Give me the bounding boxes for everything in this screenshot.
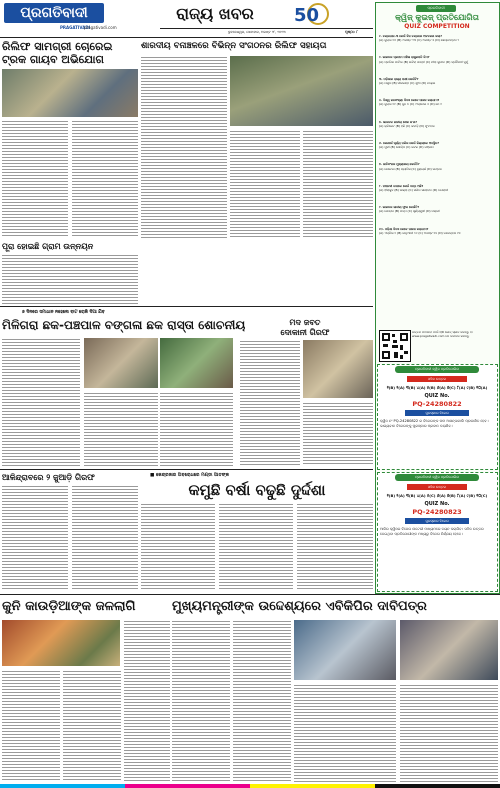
- quiz-q4: ୪. ବିଶ୍ୱ ଜନସଂଖ୍ୟା ଦିବସ କେବେ ପାଳନ କରାଯାଏ?: [379, 98, 440, 103]
- coupon-2-answers: ୧(B) ୨(A) ୩(B) ୪(A) ୫(C) ୬(A) ୭(B) ୮(A) ୯(B) ୧୦(C): [386, 493, 488, 498]
- quiz-q6: ୬. କୋଣାର୍କ ସୂର୍ଯ୍ୟ ମନ୍ଦିର କେଉଁ ଜିଲ୍ଲାରେ ଅବସ୍ଥିତ?: [379, 141, 440, 146]
- page-number: ପୃଷ୍ଠା: ୮: [345, 30, 359, 34]
- story1-headline-1: ରିଲିଫ ସାମଗ୍ରୀ ଚୋରେଇ: [2, 40, 113, 53]
- coupon-1-quizno: PQ-24280822: [412, 400, 462, 408]
- coupon-2-winner-text: ଆଜିର କ୍ୱିଜର ବିଜେତା ଲଟେରୀ ମାଧ୍ୟମରେ ଚୟନ କରାଯିବ। ସଠିକ ଉତ୍ତର ଦେଇଥିବା ପ୍ରତିଯୋଗୀଙ୍କ ମଧ୍ୟରୁ ବିଜେତା ନିର୍ଣ୍ଣୟ ହେବେ।: [380, 527, 484, 536]
- story9-photo-2: [400, 620, 498, 680]
- anniversary-emblem: [288, 2, 336, 26]
- coupon-1-winner-label: ପୁରସ୍କାର ବିଜେତା: [405, 410, 469, 416]
- story9-text-col2: [233, 620, 291, 782]
- story4-photo-2: [160, 338, 233, 388]
- quiz-q7: ୭. ଜାତିସଂଘର ମୁଖ୍ୟାଳୟ କେଉଁଠି?: [379, 162, 420, 167]
- story8-photo: [2, 620, 120, 666]
- coupon-1-tag: ପ୍ରଗତିବାଦୀ କ୍ୱିଜ ପ୍ରତିଯୋଗିତା: [395, 366, 479, 373]
- story2-text-col2: [230, 130, 300, 238]
- coupon-2-tag: ପ୍ରଗତିବାଦୀ କ୍ୱିଜ ପ୍ରତିଯୋଗିତା: [395, 474, 479, 481]
- divider-3: [0, 594, 500, 595]
- quiz-q5-options: (A) କ୍ରିକେଟ (B) ହକି (C) କବାଡ଼ି (D) ଫୁଟବଲ: [379, 123, 435, 128]
- coupon-1-answers: ୧(B) ୨(A) ୩(B) ୪(A) ୫(B) ୬(A) ୭(C) ୮(A) ୯(B) ୧୦(A): [386, 385, 488, 390]
- coupon-2-answer-label: ସଠିକ ଉତ୍ତର: [407, 484, 467, 490]
- masthead-logo: ପ୍ରଗତିବାଦୀ: [4, 3, 104, 23]
- quiz-q1-options: (A) ଜୁଲାଇ ୧୪ (B) ଅଗଷ୍ଟ ୨୩ (C) ଅଗଷ୍ଟ ୫ (D) ସେପ୍ଟେମ୍ବର ୨: [379, 38, 460, 43]
- anniversary-50-emblem: [288, 2, 336, 26]
- registration-bar: [0, 784, 500, 788]
- story2-text-col3: [303, 130, 373, 238]
- story5-headline-2: ଦୋକାନୀ ଗିରଫ: [280, 328, 330, 337]
- story1-photo: [2, 69, 138, 117]
- story5-text-col2: [303, 402, 373, 466]
- story2-headline: ଶାରଦୀୟ ବନାଞ୍ଚଳରେ ବିଭିନ୍ନ ସଂଗଠନର ରିଲିଫ ସହାୟତା: [141, 41, 327, 51]
- story6-text-col1: [2, 485, 68, 591]
- coupon-2-quizno-label: QUIZ No.: [424, 501, 450, 507]
- coupon-2-winner-label: ପୁରସ୍କାର ବିଜେତା: [405, 518, 469, 524]
- story7-kicker: ■ କେନ୍ଦ୍ରଜାର ଅବରୋଧରେ ମଣ୍ଡା ଆତଙ୍କ: [150, 473, 229, 478]
- top-rule: [0, 37, 373, 38]
- quiz-q1: ୧. ଚନ୍ଦ୍ରଯାନ-୩ କେଉଁ ଦିନ ଚନ୍ଦ୍ରରେ ଅବତରଣ କଲା?: [379, 34, 442, 38]
- story7-text-col3: [297, 503, 373, 591]
- story8-text-col3: [124, 620, 170, 782]
- coupon-1-winner-text: କ୍ୱିଜ ନଂ PQ-24280822 ର ବିଜେତାଙ୍କ ନାମ ଆସନ୍ତାକାଲି ପ୍ରକାଶିତ ହେବ। ଭାଗ୍ୟବାନ ବିଜେତାଙ୍କୁ ପୁରସ୍କାର ପ୍ରଦାନ କରାଯିବ।: [380, 419, 489, 428]
- masthead-rule: [160, 28, 373, 29]
- story3-text: [2, 254, 138, 304]
- story5-text: [240, 340, 300, 466]
- quiz-q8-options: (A) ହୀରାକୁଦ (B) ଭାକ୍ରା (C) ସର୍ଦ୍ଦାର ସରୋବର (D) ତେହେରୀ: [379, 188, 449, 193]
- qr-code-graphic: [380, 331, 410, 361]
- story4-kicker: ୭ ଦିନରେ ସମାଧାନ ନହେଲେ ବାଟ ରୋକି ଦିଆ ଯିବ: [22, 310, 105, 315]
- story9-photo-1: [294, 620, 396, 680]
- story2-text-col1: [141, 56, 227, 238]
- quiz-q3: ୩. ଓଡ଼ିଶାର ରାଜ୍ୟ ପକ୍ଷୀ କେଉଁଟି?: [379, 76, 419, 81]
- quiz-header-badge: ପ୍ରଗତିବାଦୀ: [416, 5, 456, 12]
- divider-1: [0, 306, 373, 307]
- story7-text-col1: [141, 503, 215, 591]
- story1-headline-2: ଟ୍ରକ ଗାୟବ ଅଭିଯୋଗ: [2, 53, 104, 66]
- quiz-title-en: QUIZ COMPETITION: [404, 23, 470, 30]
- logo-subtitle: PRAGATIVADI: [60, 25, 91, 30]
- coupon-1-quizno-label: QUIZ No.: [424, 393, 450, 399]
- story5-headline-1: ମଦ ଜବତ: [289, 318, 321, 327]
- coupon-2-quizno: PQ-24280823: [412, 508, 462, 516]
- quiz-q10-options: (A) ଏପ୍ରିଲ ୧ (B) ଜାନୁଆରୀ ୨୬ (C) ଅଗଷ୍ଟ ୧୫ (D) ନଭେମ୍ବର ୧୪: [379, 230, 461, 235]
- story1-text: [2, 120, 68, 238]
- story2-photo: [230, 56, 373, 126]
- quiz-contact-text: ଉତ୍ତର ପଠାଇବା ପାଇଁ QR କୋଡ୍ ସ୍କାନ କରନ୍ତୁ ବା www.pragativadi.com ରେ ଲଗଇନ କରନ୍ତୁ: [412, 330, 473, 339]
- story4-text-col3: [160, 392, 233, 466]
- story1-text-col2: [72, 120, 138, 238]
- story8-headline: କୁନି କାଉଡ଼ିଆଙ୍କ ଜଳଲାଗି: [2, 599, 136, 614]
- story9-text-col3: [294, 684, 396, 782]
- story8-text-col1: [2, 670, 60, 782]
- story5-photo: [303, 340, 373, 398]
- qr-code-icon[interactable]: [379, 330, 411, 362]
- quiz-q8: ୮. ମହାନଦୀ ଉପରେ କେଉଁ ବନ୍ଧ ଅଛି?: [379, 183, 424, 188]
- website-label: pragativadi.com: [84, 25, 117, 30]
- quiz-q2: ୨. ଭାରତର ପ୍ରଥମ ମହିଳା ରାଷ୍ଟ୍ରପତି କିଏ?: [379, 55, 430, 60]
- story7-text-col2: [219, 503, 293, 591]
- quiz-questions: [379, 34, 495, 324]
- quiz-title-odia: କ୍ୱିଜ୍ କୁଇଜ୍ ପ୍ରତିଯୋଗିତା: [395, 13, 479, 22]
- quiz-q9: ୯. ଭାରତର ଜାତୀୟ ଫୁଲ କେଉଁଟି?: [379, 205, 420, 210]
- story9-text-col1: [172, 620, 230, 782]
- coupon-1-answer-label: ସଠିକ ଉତ୍ତର: [407, 376, 467, 382]
- story6-text-col2: [72, 485, 138, 591]
- story4-headline: ମିଳିଗରା ଛକ-ପଞ୍ଚପାଳ ବଙ୍ଗଳା ଛକ ରାସ୍ତା ଶୋଚନୀୟ: [2, 318, 246, 332]
- quiz-q6-options: (A) ପୁରୀ (B) ଖୋର୍ଦ୍ଧା (C) କଟକ (D) ଗଞ୍ଜାମ: [379, 145, 434, 150]
- story9-text-col4: [400, 684, 498, 782]
- quiz-q2-options: (A) ପ୍ରତିଭା ପାଟିଲ (B) ଇନ୍ଦିରା ଗାନ୍ଧୀ (C) ମୀରା କୁମାର (D) ଦ୍ରୌପଦୀ ମୁର୍ମୁ: [379, 59, 469, 64]
- story7-headline: କମୁଛି ବର୍ଷା ବଢୁଛି ଦୁର୍ଦ୍ଦଶା: [188, 481, 326, 499]
- story4-text-col1: [2, 338, 80, 466]
- divider-2: [0, 469, 373, 470]
- dateline: ଭୁବନେଶ୍ୱର, ସୋମବାର, ଅଗଷ୍ଟ ୨୮, ୨୦୨୩: [228, 30, 286, 34]
- story4-text-col2: [84, 392, 158, 466]
- section-title: ରାଜ୍ୟ ଖବର: [176, 4, 254, 23]
- story4-photo-1: [84, 338, 158, 388]
- quiz-q10: ୧୦. ଓଡ଼ିଶା ଦିବସ କେବେ ପାଳନ କରାଯାଏ?: [379, 226, 429, 231]
- quiz-q5: ୫. ଭାରତର ଜାତୀୟ ଖେଳ କ'ଣ?: [379, 119, 418, 124]
- story6-headline: ଆଳିନ୍ଦ୍ରାବରେ ୨ ଜୁଆଡ଼ି ଗିରଫ: [2, 473, 95, 482]
- anniversary-number: 50: [294, 5, 320, 26]
- quiz-q7-options: (A) ଜେନେଭା (B) ପ୍ୟାରିସ (C) ନ୍ୟୁୟର୍କ (D) ଲଣ୍ଡନ: [379, 166, 442, 171]
- quiz-q3-options: (A) ମୟୂର (B) ନୀଳକଣ୍ଠ (C) ଶୁଆ (D) ଚଢ଼େଇ: [379, 81, 436, 86]
- story8-text-col2: [63, 670, 121, 782]
- quiz-q4-options: (A) ଜୁଲାଇ ୧୧ (B) ଜୁନ ୫ (C) ଅପ୍ରେଲ ୭ (D) ମେ ୧: [379, 102, 442, 107]
- story3-headline: ପୂରା ହୋଇଛି ଗ୍ରାମ ଉନ୍ନୟନ: [2, 242, 94, 251]
- quiz-q9-options: (A) ଗୋଲାପ (B) ପଦ୍ମ (C) ସୂର୍ଯ୍ୟମୁଖୀ (D) ମଲ୍ଲୀ: [379, 209, 440, 214]
- story9-headline: ମୁଖ୍ୟମନ୍ତ୍ରୀଙ୍କ ଉଦ୍ଦେଶ୍ୟରେ ଏବିକିପିର ଦାବିପତ୍ର: [172, 599, 427, 614]
